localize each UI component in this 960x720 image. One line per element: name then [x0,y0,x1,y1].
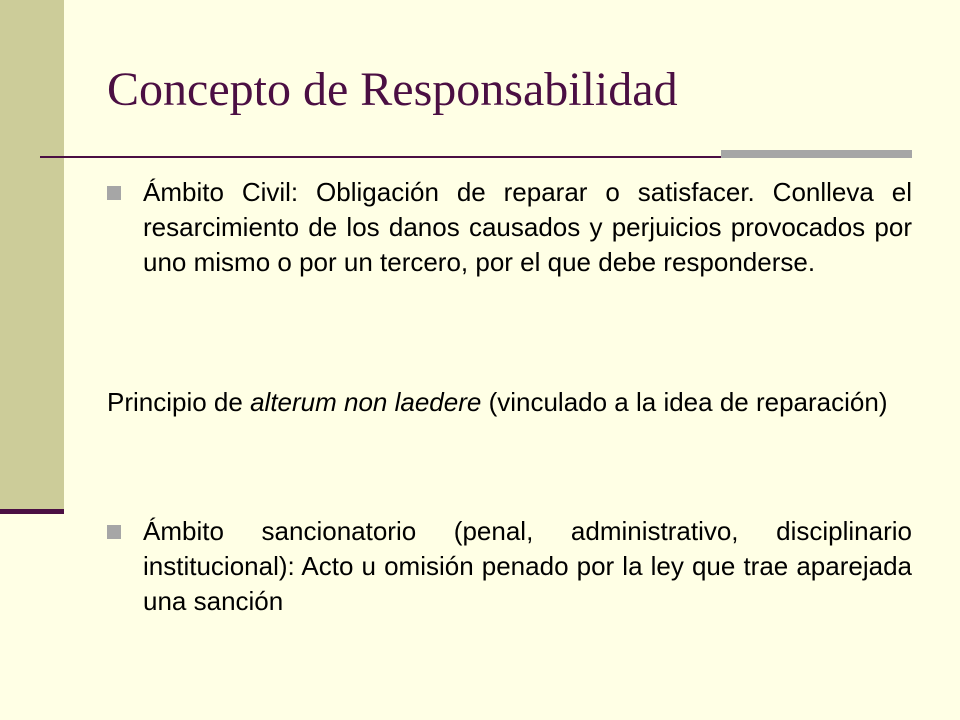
bullet-square-icon [107,186,121,200]
bullet-civil-text: Ámbito Civil: Obligación de reparar o satisfacer. Conlleva el resarcimiento de los danos causados y perjuicios provocados por uno mismo o por un tercero, por el que debe responderse. [143,177,912,277]
title-accent-bar [721,150,912,158]
slide-title: Concepto de Responsabilidad [107,63,678,116]
bullet-sancionatorio [107,514,912,619]
sidebar-band [0,0,64,511]
sidebar-foot-rule [0,509,64,514]
bullet-sancionatorio-text: Ámbito sancionatorio (penal, administrativo, disciplinario institucional): Acto u omisión penado por la ley que trae aparejada una sanción [143,516,912,616]
principle-text-after: (vinculado a la idea de reparación) [481,387,888,417]
principle-paragraph [107,385,907,420]
principle-text-before: Principio de [107,387,251,417]
bullet-civil [107,175,912,280]
bullet-square-icon [107,525,121,539]
principle-latin-term: alterum non laedere [250,387,482,417]
